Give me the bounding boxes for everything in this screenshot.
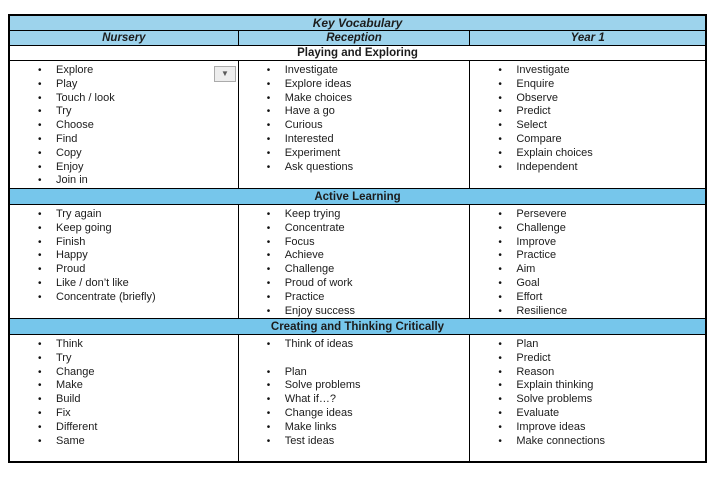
bullet-icon: • bbox=[266, 92, 271, 104]
list-item bbox=[267, 249, 466, 263]
list-item-label: Plan bbox=[516, 338, 539, 350]
list-item-label: Interested bbox=[284, 132, 334, 145]
list-item-label: Keep going bbox=[56, 221, 112, 234]
list-item-label: Build bbox=[56, 393, 81, 406]
cell-active-year1 bbox=[470, 205, 705, 318]
list-item bbox=[38, 78, 234, 92]
section-header-creating-thinking-critically: Creating and Thinking Critically bbox=[10, 319, 705, 335]
list-item-label: Explain choices bbox=[516, 146, 593, 159]
list-item-label: Reason bbox=[516, 365, 555, 378]
bullet-icon: • bbox=[38, 161, 42, 173]
bullet-icon: • bbox=[266, 161, 271, 173]
bullet-icon: • bbox=[38, 264, 42, 276]
table-title: Key Vocabulary bbox=[312, 16, 403, 30]
list-item bbox=[38, 92, 234, 106]
list-item-label: Experiment bbox=[284, 146, 341, 159]
list-item bbox=[498, 277, 701, 291]
list-item-label: Achieve bbox=[284, 249, 324, 262]
bullet-icon: • bbox=[38, 236, 42, 248]
list-item-label: Keep trying bbox=[284, 208, 341, 220]
list-item-label: Think of ideas bbox=[284, 338, 354, 350]
list-item-label: Have a go bbox=[284, 105, 335, 118]
list-item bbox=[267, 161, 466, 175]
list-item bbox=[38, 338, 234, 352]
list-item bbox=[267, 338, 466, 352]
vocab-list bbox=[38, 208, 234, 305]
bullet-icon: • bbox=[498, 277, 502, 289]
list-item bbox=[498, 133, 701, 147]
bullet-icon: • bbox=[498, 394, 502, 406]
list-item bbox=[38, 222, 234, 236]
list-item-label: Resilience bbox=[516, 304, 568, 317]
list-item bbox=[38, 291, 234, 305]
bullet-icon: • bbox=[498, 305, 502, 317]
list-item bbox=[38, 208, 234, 222]
list-item-label: Test ideas bbox=[284, 434, 335, 447]
bullet-icon: • bbox=[38, 435, 42, 447]
list-item-label: Practice bbox=[284, 290, 325, 303]
list-item bbox=[38, 352, 234, 366]
section-header-active-learning: Active Learning bbox=[10, 189, 705, 205]
list-item-label: Try bbox=[56, 351, 72, 364]
list-item bbox=[267, 133, 466, 147]
list-item bbox=[267, 421, 466, 435]
bullet-icon: • bbox=[498, 380, 502, 392]
section-body-creating-thinking-critically bbox=[10, 335, 705, 461]
list-item bbox=[38, 263, 234, 277]
list-item-label: Effort bbox=[516, 290, 543, 303]
list-item-label: Copy bbox=[56, 146, 82, 159]
bullet-icon: • bbox=[38, 407, 42, 419]
list-item bbox=[267, 305, 466, 318]
bullet-icon: • bbox=[38, 339, 42, 350]
bullet-icon: • bbox=[38, 277, 42, 289]
list-item bbox=[267, 393, 466, 407]
list-item bbox=[498, 407, 701, 421]
list-item-label: Persevere bbox=[516, 208, 567, 220]
section-body-playing-and-exploring bbox=[10, 61, 705, 189]
vocab-list bbox=[267, 338, 466, 448]
bullet-icon: • bbox=[266, 236, 271, 248]
bullet-icon: • bbox=[38, 133, 42, 145]
list-item-label: Make bbox=[56, 379, 83, 392]
bullet-icon: • bbox=[498, 106, 502, 118]
list-item bbox=[267, 407, 466, 421]
bullet-icon: • bbox=[266, 209, 271, 220]
column-header-reception: Reception bbox=[239, 31, 471, 45]
list-item-label: Aim bbox=[516, 263, 536, 276]
list-item-label: Evaluate bbox=[516, 406, 560, 419]
list-item-label: Curious bbox=[284, 119, 323, 132]
list-item bbox=[38, 174, 234, 188]
list-item bbox=[498, 291, 701, 305]
list-item-label: Goal bbox=[516, 276, 540, 289]
list-item-label: Play bbox=[56, 77, 78, 90]
bullet-icon: • bbox=[266, 78, 271, 90]
key-vocabulary-table bbox=[8, 14, 707, 463]
list-item bbox=[267, 147, 466, 161]
cell-creating-reception bbox=[239, 335, 471, 461]
bullet-icon: • bbox=[266, 394, 271, 406]
list-item bbox=[498, 338, 701, 352]
list-item-label: Make connections bbox=[516, 434, 606, 447]
list-item bbox=[38, 379, 234, 393]
list-item bbox=[498, 105, 701, 119]
bullet-icon: • bbox=[38, 250, 42, 262]
bullet-icon: • bbox=[38, 175, 42, 187]
bullet-icon: • bbox=[266, 339, 271, 350]
bullet-icon: • bbox=[266, 277, 271, 289]
bullet-icon: • bbox=[498, 78, 502, 90]
list-item bbox=[267, 263, 466, 277]
bullet-icon: • bbox=[498, 133, 502, 145]
list-item bbox=[267, 379, 466, 393]
bullet-icon: • bbox=[266, 133, 271, 145]
cell-creating-nursery bbox=[10, 335, 239, 461]
bullet-icon: • bbox=[266, 65, 271, 76]
bullet-icon: • bbox=[38, 352, 42, 364]
cell-active-nursery bbox=[10, 205, 239, 318]
list-item-label: Solve problems bbox=[284, 379, 361, 392]
list-item-label: Fix bbox=[56, 406, 71, 419]
list-item bbox=[267, 222, 466, 236]
list-item bbox=[267, 119, 466, 133]
list-item bbox=[267, 277, 466, 291]
list-item bbox=[498, 92, 701, 106]
bullet-icon: • bbox=[498, 352, 502, 364]
list-item-label: Ask questions bbox=[284, 160, 354, 173]
bullet-icon: • bbox=[498, 435, 502, 447]
bullet-icon: • bbox=[266, 380, 271, 392]
bullet-icon: • bbox=[38, 380, 42, 392]
cell-playing-year1 bbox=[470, 61, 705, 188]
bullet-icon: • bbox=[266, 407, 271, 419]
list-item bbox=[498, 222, 701, 236]
list-item bbox=[498, 421, 701, 435]
list-item-label: Focus bbox=[284, 235, 315, 248]
bullet-icon: • bbox=[266, 264, 271, 276]
bullet-icon: • bbox=[266, 106, 271, 118]
list-item-label: Choose bbox=[56, 119, 94, 132]
chevron-down-icon: ▼ bbox=[221, 69, 229, 78]
list-item-label: Concentrate (briefly) bbox=[56, 290, 156, 303]
bullet-icon: • bbox=[38, 394, 42, 406]
list-item-label: Change ideas bbox=[284, 406, 353, 419]
list-item-label: Happy bbox=[56, 249, 88, 262]
bullet-icon: • bbox=[38, 78, 42, 90]
vocab-list bbox=[498, 64, 701, 174]
list-item-label: Explain thinking bbox=[516, 379, 594, 392]
bullet-icon: • bbox=[498, 222, 502, 234]
bullet-icon: • bbox=[498, 236, 502, 248]
list-item bbox=[267, 105, 466, 119]
list-item bbox=[498, 64, 701, 78]
list-item bbox=[498, 147, 701, 161]
vocab-list bbox=[38, 64, 234, 188]
bullet-icon: • bbox=[38, 222, 42, 234]
list-item bbox=[498, 366, 701, 380]
list-item-label: Think bbox=[56, 338, 83, 350]
list-item bbox=[267, 291, 466, 305]
list-item-label: Try again bbox=[56, 208, 102, 220]
list-item-label: Touch / look bbox=[56, 91, 115, 104]
cell-active-reception bbox=[239, 205, 471, 318]
bullet-icon: • bbox=[38, 421, 42, 433]
vocab-list bbox=[498, 208, 701, 318]
list-item-label: Proud bbox=[56, 263, 86, 276]
list-item bbox=[498, 435, 701, 449]
bullet-icon: • bbox=[498, 366, 502, 378]
list-item-label: Proud of work bbox=[284, 276, 353, 289]
list-item-label: Concentrate bbox=[284, 221, 345, 234]
list-item-label: Different bbox=[56, 420, 98, 433]
list-item bbox=[267, 435, 466, 449]
list-item bbox=[38, 105, 234, 119]
bullet-icon: • bbox=[266, 366, 271, 378]
list-item-label: Find bbox=[56, 132, 78, 145]
bullet-icon: • bbox=[498, 250, 502, 262]
bullet-icon: • bbox=[266, 305, 271, 317]
bullet-icon: • bbox=[266, 435, 271, 447]
list-item-label: Same bbox=[56, 434, 85, 447]
list-item bbox=[267, 208, 466, 222]
bullet-icon: • bbox=[498, 209, 502, 220]
bullet-icon: • bbox=[498, 120, 502, 132]
list-item-label: Compare bbox=[516, 132, 562, 145]
list-item-label: Enjoy success bbox=[284, 304, 355, 317]
list-item bbox=[38, 435, 234, 449]
list-item-label: Enjoy bbox=[56, 160, 84, 173]
list-item bbox=[498, 78, 701, 92]
column-header-nursery: Nursery bbox=[10, 31, 239, 45]
list-item-label: What if…? bbox=[284, 393, 337, 406]
vocab-list bbox=[267, 208, 466, 318]
list-item bbox=[267, 366, 466, 380]
list-item-label: Challenge bbox=[284, 263, 335, 276]
list-item bbox=[498, 305, 701, 318]
bullet-icon: • bbox=[38, 120, 42, 132]
list-item-label: Investigate bbox=[284, 64, 338, 76]
bullet-icon: • bbox=[498, 291, 502, 303]
list-item-label: Improve ideas bbox=[516, 420, 586, 433]
list-item-label: Investigate bbox=[516, 64, 570, 76]
bullet-icon: • bbox=[498, 161, 502, 173]
bullet-icon: • bbox=[38, 106, 42, 118]
list-item-label: Change bbox=[56, 365, 95, 378]
bullet-icon: • bbox=[498, 407, 502, 419]
list-item bbox=[38, 147, 234, 161]
vocab-list bbox=[267, 64, 466, 174]
list-item bbox=[38, 249, 234, 263]
list-item bbox=[267, 92, 466, 106]
list-item-label: Plan bbox=[284, 365, 307, 378]
list-item-label: Practice bbox=[516, 249, 557, 262]
list-item-label: Explore ideas bbox=[284, 77, 352, 90]
list-item bbox=[38, 236, 234, 250]
list-item bbox=[38, 407, 234, 421]
list-item bbox=[267, 236, 466, 250]
bullet-icon: • bbox=[38, 209, 42, 220]
bullet-icon: • bbox=[266, 120, 271, 132]
list-item bbox=[267, 78, 466, 92]
vocab-list bbox=[498, 338, 701, 448]
list-item-label: Independent bbox=[516, 160, 578, 173]
column-header-year1: Year 1 bbox=[570, 32, 605, 44]
list-item-label: Try bbox=[56, 105, 72, 118]
list-item-label: Challenge bbox=[516, 221, 566, 234]
list-item bbox=[38, 119, 234, 133]
bullet-icon: • bbox=[38, 366, 42, 378]
bullet-icon: • bbox=[266, 222, 271, 234]
vocab-list bbox=[38, 338, 234, 448]
list-item bbox=[38, 64, 234, 78]
list-item-label: Enquire bbox=[516, 77, 555, 90]
list-item-label: Select bbox=[516, 119, 547, 132]
list-item bbox=[38, 161, 234, 175]
section-body-active-learning bbox=[10, 205, 705, 319]
bullet-icon: • bbox=[498, 264, 502, 276]
list-item bbox=[498, 161, 701, 175]
list-item bbox=[38, 277, 234, 291]
section-header-playing-and-exploring: Playing and Exploring bbox=[10, 46, 705, 61]
list-item-label: Finish bbox=[56, 235, 86, 248]
bullet-icon: • bbox=[38, 65, 42, 76]
list-item-label: Make links bbox=[284, 420, 337, 433]
bullet-icon: • bbox=[498, 421, 502, 433]
list-item-label: Solve problems bbox=[516, 393, 593, 406]
list-item-label: Improve bbox=[516, 235, 557, 248]
list-item bbox=[267, 64, 466, 78]
bullet-icon: • bbox=[38, 291, 42, 303]
list-item-label: Make choices bbox=[284, 91, 352, 104]
list-item bbox=[498, 236, 701, 250]
list-item bbox=[498, 208, 701, 222]
bullet-icon: • bbox=[266, 291, 271, 303]
list-item-label: Predict bbox=[516, 105, 551, 118]
bullet-icon: • bbox=[266, 147, 271, 159]
cell-creating-year1 bbox=[470, 335, 705, 461]
cell-playing-reception bbox=[239, 61, 471, 188]
list-item bbox=[498, 393, 701, 407]
dropdown-button[interactable] bbox=[214, 66, 236, 82]
list-item-label: Join in bbox=[56, 174, 88, 187]
list-item bbox=[498, 249, 701, 263]
bullet-icon: • bbox=[266, 421, 271, 433]
column-header-row bbox=[10, 31, 705, 46]
list-item-label: Predict bbox=[516, 351, 551, 364]
table-title-row bbox=[10, 16, 705, 31]
list-item-label: Like / don’t like bbox=[56, 276, 129, 289]
bullet-icon: • bbox=[266, 250, 271, 262]
list-item bbox=[38, 133, 234, 147]
bullet-icon: • bbox=[498, 339, 502, 350]
list-item bbox=[38, 366, 234, 380]
list-item bbox=[498, 119, 701, 133]
list-item-label: Observe bbox=[516, 91, 558, 104]
bullet-icon: • bbox=[498, 65, 502, 76]
bullet-icon: • bbox=[38, 92, 42, 104]
bullet-icon: • bbox=[498, 147, 502, 159]
list-item bbox=[38, 421, 234, 435]
list-item bbox=[498, 263, 701, 277]
list-item-label: Explore bbox=[56, 64, 94, 76]
bullet-icon: • bbox=[38, 147, 42, 159]
list-item bbox=[498, 352, 701, 366]
list-item bbox=[498, 379, 701, 393]
cell-playing-nursery bbox=[10, 61, 239, 188]
bullet-icon: • bbox=[498, 92, 502, 104]
list-item bbox=[38, 393, 234, 407]
